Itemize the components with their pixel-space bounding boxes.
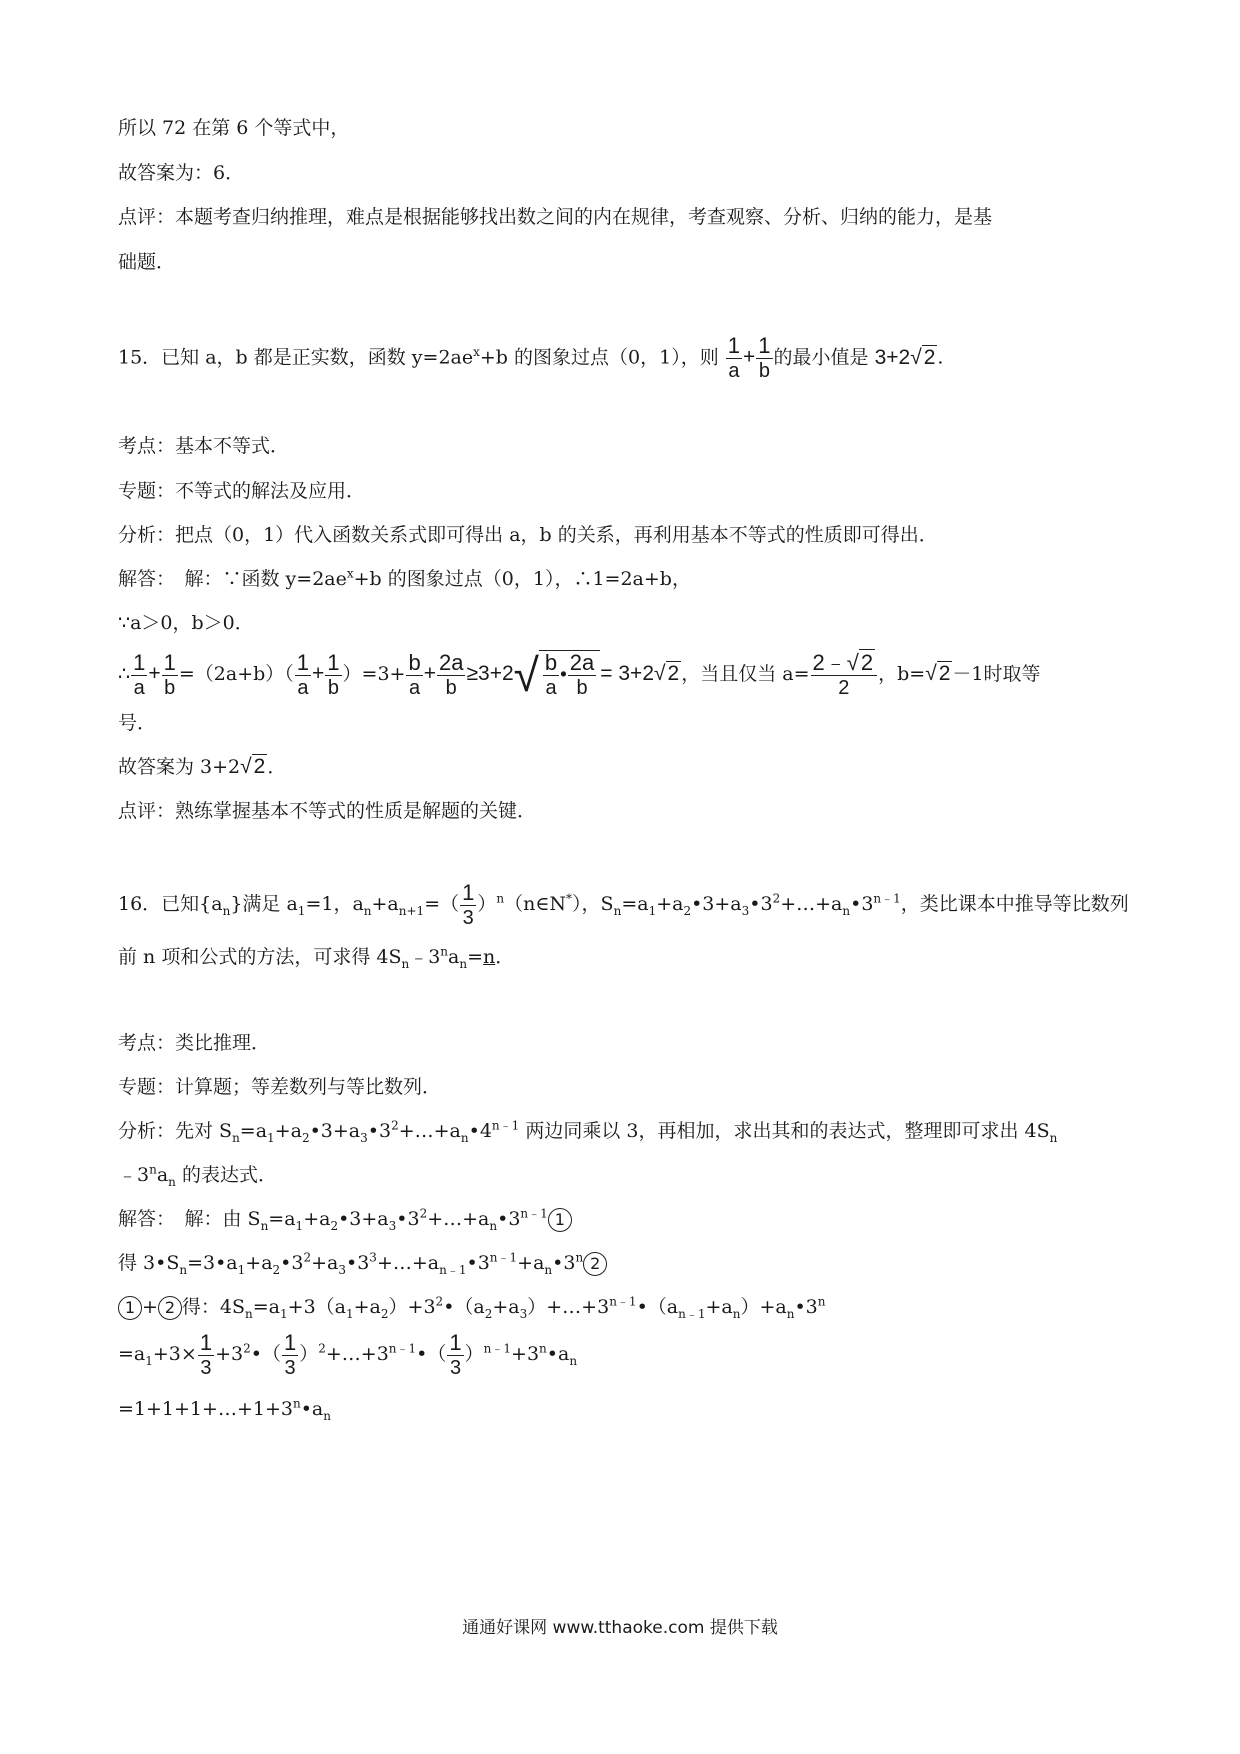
text-line: 分析：把点（0，1）代入函数关系式即可得出 a，b 的关系，再利用基本不等式的性质即可得出．	[118, 524, 938, 546]
text-line: 1 + 2 得：$4S_n=a_1+3(a_1+a_2)+3^2•(a_2+a_3)+\dots+3^{n﹣1}•(a_{n﹣1}+a_n)+a_n•3^n$	[118, 1294, 826, 1320]
page-footer: 通通好课网 www.tthaoke.com 提供下载	[462, 1618, 778, 1638]
question-16: 16．已知$\{a_n\}$满足 $a_1=1$，$a_n+a_{n+1}=$（ $\frac{1}{3}$ ）$^n$（n∈N*），$S_n=a_1+a_2•3+a_3•3^2+\dots+a_n•3^{n﹣1}$，类比课本中推导等比数列	[118, 879, 1129, 929]
text-line: 分析：先对 $S_n=a_1+a_2•3+a_3•3^2+\dots+a_n•4^{n﹣1}$ 两边同乘以 3，再相加，求出其和的表达式，整理即可求出 $4S_n$	[118, 1118, 1058, 1145]
text-line: 号．	[118, 712, 157, 734]
circled-1: 1	[548, 1208, 572, 1232]
answer-16: n	[483, 946, 496, 968]
text-line: 故答案为 3+2√2 ．	[118, 755, 287, 778]
equation-15: ∴ $\frac{1}{a}$ + $\frac{1}{b}$ =（2a+b）（ $\frac{1}{a}$ + $\frac{1}{b}$ ）=3+ $\frac{b}{a}$ + $\frac{2a}{b}$ ≥3+2√ $\frac{b}{a}$ • $\frac{2a}{b}$ = 3+2√2 ，当且仅当 a= $\frac{2﹣√2}{2}$ ，b=√2 －1时取等	[118, 649, 1041, 701]
text-line: 专题：计算题；等差数列与等比数列．	[118, 1076, 442, 1098]
text-line: 故答案为：6．	[118, 162, 245, 184]
text-line: 解答： 解：由 $S_n=a_1+a_2•3+a_3•3^2+\dots+a_n•3^{n﹣1}$ 1	[118, 1206, 572, 1232]
text-line: ∵a＞0，b＞0．	[118, 612, 254, 634]
text-line: 点评：熟练掌握基本不等式的性质是解题的关键．	[118, 800, 537, 822]
text-line: 专题：不等式的解法及应用．	[118, 480, 366, 502]
text-line: 解答： 解：∵函数 $y=2ae^x+b$ 的图象过点（0，1），∴1=2a+b，	[118, 566, 691, 590]
question-15: 15．已知 a，b 都是正实数，函数 $y=2ae^x+b$ 的图象过点（0，1），则 $\frac{1}{a}$ + $\frac{1}{b}$ 的最小值是 3+2√2 .	[118, 333, 944, 382]
text-line: $=a_1+3\times$ $\frac{1}{3}$ $+3^2•$（ $\frac{1}{3}$ ）$^2+\dots+3^{n﹣1}•$（ $\frac{1}{3}$ ）$^{n﹣1}+3^n•a_n$	[118, 1329, 578, 1379]
text-line: $=1+1+1+\dots+1+3^n•a_n$	[118, 1396, 331, 1423]
text-line: 前 n 项和公式的方法，可求得 $4S_n﹣3^na_n=n$．	[118, 944, 515, 971]
text-line: 得 $3•S_n=3•a_1+a_2•3^2+a_3•3^3+\dots+a_{n﹣1}•3^{n﹣1}+a_n•3^n$ 2	[118, 1250, 607, 1276]
text-line: 点评：本题考查归纳推理，难点是根据能够找出数之间的内在规律，考查观察、分析、归纳的能力，是基	[118, 206, 993, 228]
text-line: 考点：类比推理．	[118, 1032, 271, 1054]
text-line: 考点：基本不等式．	[118, 435, 290, 457]
text-line: 础题．	[118, 251, 176, 273]
fraction: $\frac{1}{a}$	[727, 333, 740, 382]
answer-15: 3+2√2	[874, 345, 936, 369]
text-line: $﹣3^na_n$ 的表达式．	[118, 1162, 277, 1189]
fraction: $\frac{1}{b}$	[758, 333, 771, 382]
circled-2: 2	[583, 1252, 607, 1276]
text-line: 所以 72 在第 6 个等式中，	[118, 117, 350, 139]
